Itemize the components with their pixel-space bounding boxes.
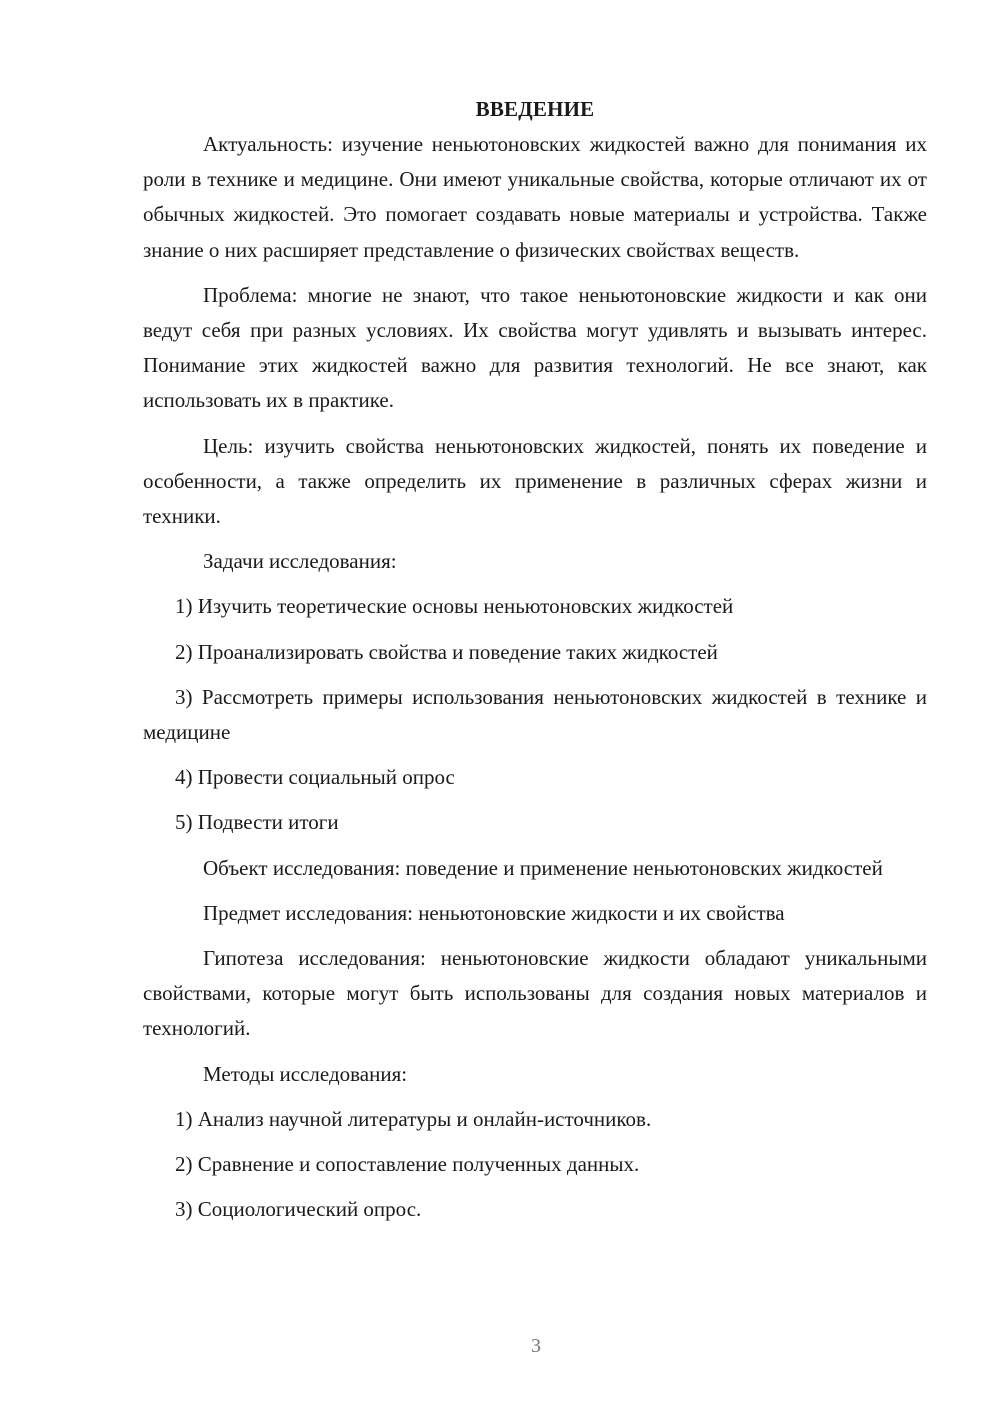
task-item-5: 5) Подвести итоги [175,810,339,835]
hypothesis-paragraph: Гипотеза исследования: неньютоновские жидкости обладают уникальными свойствами, которые могут быть использованы для создания новых материалов и технологий. [143,946,927,1041]
page-title: ВВЕДЕНИЕ [475,97,595,121]
relevance-paragraph: Актуальность: изучение неньютоновских жидкостей важно для понимания их роли в технике и медицине. Они имеют уникальные свойства, которые отличают их от обычных жидкостей. Это помогает создавать новые материалы и устройства. Также знание о них расширяет представление о физических свойствах веществ. [143,132,927,262]
methods-heading: Методы исследования: [203,1061,408,1086]
subject-paragraph: Предмет исследования: неньютоновские жидкости и их свойства [203,900,785,925]
goal-paragraph: Цель: изучить свойства неньютоновских жидкостей, понять их поведение и особенности, а также определить их применение в различных сферах жизни и техники. [143,433,927,529]
task-item-2: 2) Проанализировать свойства и поведение таких жидкостей [175,639,718,664]
method-item-2: 2) Сравнение и сопоставление полученных данных. [175,1152,640,1177]
tasks-heading: Задачи исследования: [203,549,397,574]
problem-paragraph: Проблема: многие не знают, что такое неньютоновские жидкости и как они ведут себя при разных условиях. Их свойства могут удивлять и вызывать интерес. Понимание этих жидкостей важно для развития технологий. Не все знают, как использовать их в практике. [143,282,927,413]
method-item-3: 3) Социологический опрос. [175,1197,422,1222]
object-paragraph: Объект исследования: поведение и применение неньютоновских жидкостей [203,855,883,880]
task-item-1: 1) Изучить теоретические основы неньютоновских жидкостей [175,594,734,619]
page-content [143,92,927,1237]
page-number: 3 [531,1335,541,1357]
task-item-4: 4) Провести социальный опрос [175,765,455,790]
task-item-3: 3) Рассмотреть примеры использования неньютоновских жидкостей в технике и медицине [143,684,927,745]
method-item-1: 1) Анализ научной литературы и онлайн-источников. [175,1106,652,1131]
